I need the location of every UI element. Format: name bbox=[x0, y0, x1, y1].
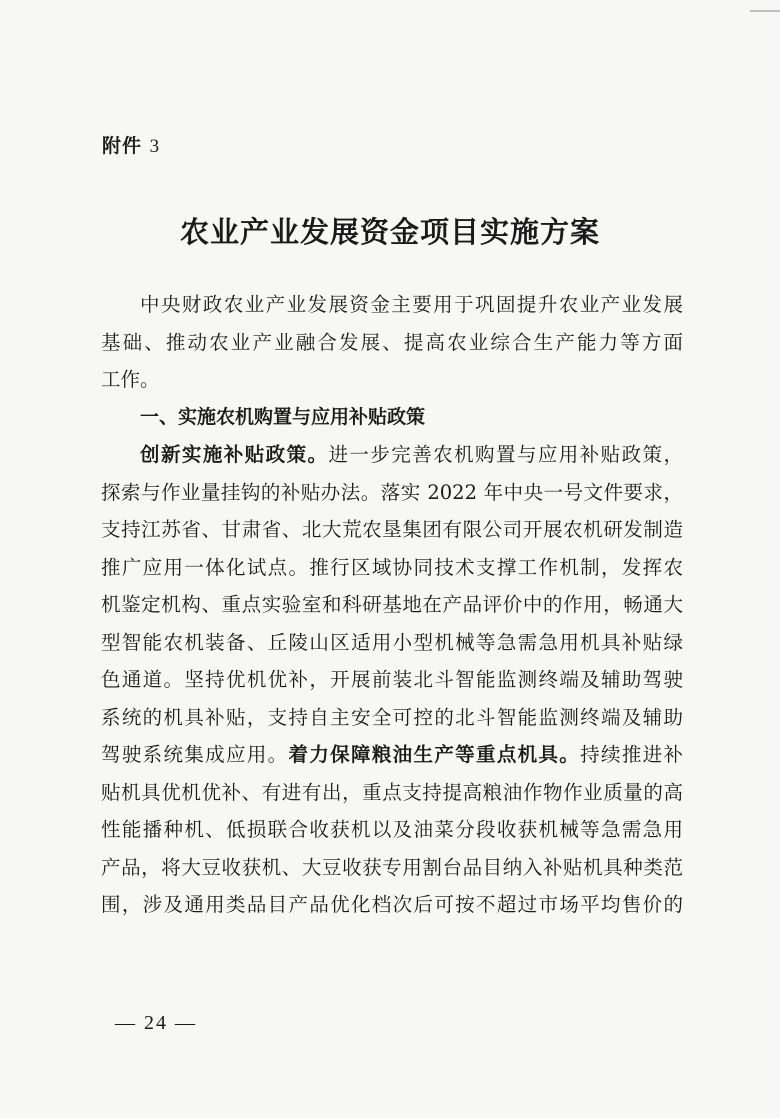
bold-phrase-innovate: 创新实施补贴政策。 bbox=[140, 443, 329, 466]
paragraph-line: 产品，将大豆收获机、大豆收获专用割台品目纳入补贴机具种类范 bbox=[101, 855, 683, 879]
paragraph-line: 性能播种机、低损联合收获机以及油菜分段收获机械等急需急用 bbox=[101, 818, 683, 841]
paragraph-line: 围，涉及通用类品目产品优化档次后可按不超过市场平均售价的 bbox=[101, 893, 683, 916]
attachment-label bbox=[102, 131, 160, 158]
line-text: 进一步完善农机购置与应用补贴政策， bbox=[328, 443, 683, 466]
line-text: 驾驶系统集成应用。 bbox=[101, 743, 289, 766]
attachment-number: 3 bbox=[149, 136, 161, 157]
paragraph-line: 色通道。坚持优机优补，开展前装北斗智能监测终端及辅助驾驶 bbox=[101, 668, 683, 691]
paragraph-line bbox=[101, 736, 683, 774]
paragraph-line: 探索与作业量挂钩的补贴办法。落实 2022 年中央一号文件要求， bbox=[101, 480, 683, 504]
paragraph-line: 基础、推动农业产业融合发展、提高农业综合生产能力等方面 bbox=[101, 330, 683, 354]
paragraph-line bbox=[101, 436, 683, 474]
body-text bbox=[101, 286, 683, 924]
paragraph-line: 支持江苏省、甘肃省、北大荒农垦集团有限公司开展农机研发制造 bbox=[101, 518, 683, 541]
document-title: 农业产业发展资金项目实施方案 bbox=[179, 215, 600, 249]
bold-phrase-guarantee: 着力保障粮油生产等重点机具。 bbox=[288, 743, 581, 766]
page-number: — 24 — bbox=[115, 1012, 197, 1034]
paragraph-line: 推广应用一体化试点。推行区域协同技术支撑工作机制，发挥农 bbox=[101, 555, 683, 579]
section-heading: 一、实施农机购置与应用补贴政策 bbox=[140, 405, 426, 428]
paragraph-line: 系统的机具补贴，支持自主安全可控的北斗智能监测终端及辅助 bbox=[101, 705, 683, 729]
paragraph-line: 型智能农机装备、丘陵山区适用小型机械等急需急用机具补贴绿 bbox=[101, 630, 683, 654]
line-text: 持续推进补 bbox=[580, 743, 683, 766]
paragraph-line: 机鉴定机构、重点实验室和科研基地在产品评价中的作用，畅通大 bbox=[101, 593, 683, 616]
scan-edge-mark bbox=[750, 10, 780, 12]
attachment-label-text: 附件 bbox=[102, 135, 143, 157]
paragraph-line: 贴机具优机优补、有进有出，重点支持提高粮油作物作业质量的高 bbox=[101, 780, 683, 804]
paragraph-line: 中央财政农业产业发展资金主要用于巩固提升农业产业发展 bbox=[140, 293, 683, 316]
paragraph-line: 工作。 bbox=[101, 368, 160, 391]
